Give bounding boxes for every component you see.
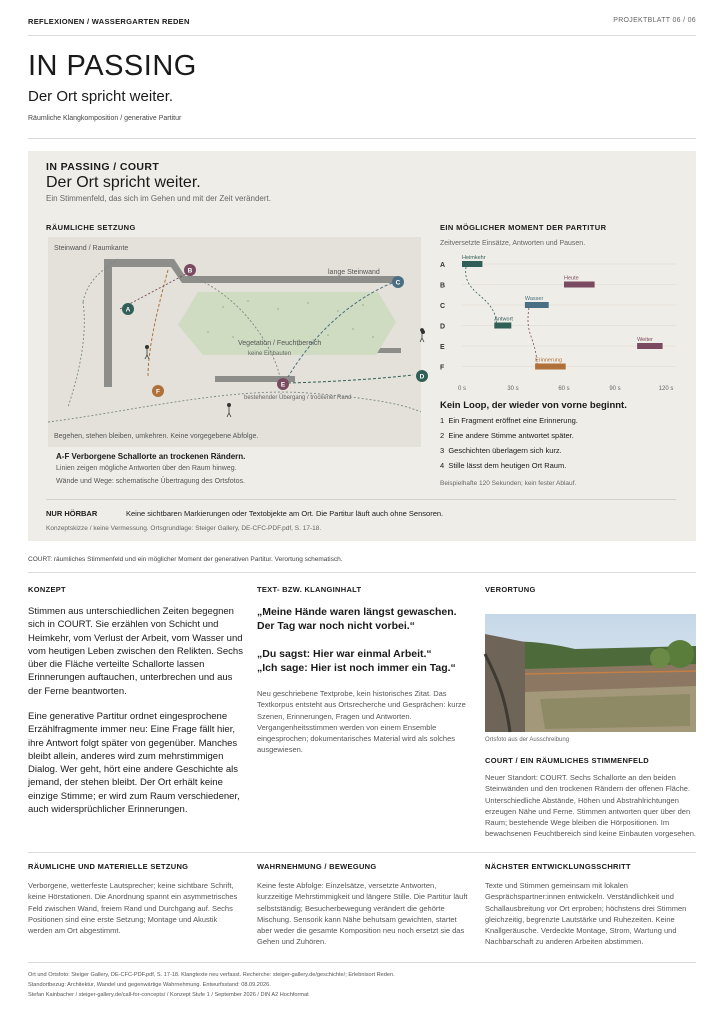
panel-divider [46,499,676,500]
point-b-marker [184,264,196,276]
wet-area-label: Vegetation / Feuchtbereich [238,340,322,347]
hero-divider [28,138,696,139]
svg-text:E: E [280,381,286,389]
nur-hoerbar-heading: NUR HÖRBAR [46,509,98,518]
score-connector [528,308,537,364]
point-f-marker [152,385,164,397]
concept-panel [28,151,696,541]
text-inhalt-heading: TEXT- BZW. KLANGINHALT [257,585,362,594]
score-bar [494,323,511,329]
wahrnehmung-heading: WAHRNEHMUNG / BEWEGUNG [257,862,377,871]
score-step: 4 Stille lässt dem heutigen Ort Raum. [440,461,567,470]
score-step: 2 Eine andere Stimme antwortet später. [440,431,574,440]
wall-label: Steinwand / Raumkante [54,245,129,252]
panel-caption: COURT: räumliches Stimmenfeld und ein möglicher Moment der generativen Partitur. Verortung schematisch. [28,556,343,563]
path-a-lower [68,302,84,407]
no-fixtures-label: keine Einbauten [248,351,292,357]
score-tick-label: 30 s [507,386,519,392]
score-tick-label: 90 s [609,386,621,392]
section-divider [28,852,696,853]
spatial-map-drawing [48,237,425,447]
score-bar-label: Antwort [494,316,513,323]
section-divider [28,572,696,573]
path-bottom [48,392,421,422]
photo-caption: Ortsfoto aus der Ausschreibung [485,737,570,743]
svg-text:C: C [395,279,401,287]
score-tick-label: 0 s [457,386,467,392]
score-step: 3 Geschichten überlagern sich kurz. [440,446,562,455]
panel-source-note: Konzeptskizze / keine Vermessung. Ortsgrundlage: Steiger Gallery, DE-CFC-PDF.pdf, S. 17-18. [46,525,322,532]
quote-2b: „Ich sage: Hier ist noch immer ein Tag.“ [257,662,456,674]
footer-divider [28,962,696,963]
person-figure [420,329,424,343]
map-caption: Begehen, stehen bleiben, umkehren. Keine vorgegebene Abfolge. [54,433,259,440]
naechster-body: Texte und Stimmen gemeinsam mit lokalen Gesprächspartner:innen entwickeln. Verständlichkeit und Schallausbreitung vor Ort erproben; höchstens drei Stimmen gleichzeitig, begrenzte Lautstärke und Ruhezeiten. Keine Knallgeräusche. Verdeckte Montage, Strom, Wartung und Nachbarschaft zu anderen Arbeiten abstimmen. [485,881,687,947]
svg-text:A: A [125,306,131,314]
af-line2: Wände und Wege: schematische Übertragung des Ortsfotos. [56,478,245,485]
footer-line-2: Standortbezug: Architektur, Wandel und gegenwärtige Wahrnehmung. Entwurfsstand: 08.09.2026. [28,982,271,988]
loop-heading: Kein Loop, der wieder von vorne beginnt. [440,400,627,411]
page-tagline: Räumliche Klangkomposition / generative Partitur [28,115,182,122]
score-bar-label: Weiter [637,337,653,343]
panel-kicker: IN PASSING / COURT [46,161,160,173]
setting-heading: RÄUMLICHE SETZUNG [46,223,136,232]
wahrnehmung-body: Keine feste Abfolge: Einzelsätze, versetzte Antworten, kurzzeitige Mehrstimmigkeit und längere Stille. Die Partitur läuft selbstständig; Besucherbewegung verändert die gehörte Mischung. Sensorik kann Nähe behutsam gewichten, startet aber weder die gesamte Komposition neu noch ersetzt sie das Gehen und Zuhören. [257,881,468,947]
panel-subtitle: Ein Stimmenfeld, das sich im Gehen und mit der Zeit verändert. [46,194,271,203]
score-row-label: B [440,282,446,290]
score-chart [436,254,686,396]
konzept-paragraph-2: Eine generative Partitur ordnet eingesprochene Erzählfragmente immer neu: Eine Frage fällt hier, ihre Antwort folgt später von gegenüber. Manches bleibt allein, anderes wird zum mehrstimmigen Dialog. Wer geht, hört eine andere Geschichte als jemand, der stehen bleibt. Der Ort erhält keine einzige Stimme; er wird zum Raum verschiedener, auch widersprüchlicher Erinnerungen. [28,711,240,816]
page-subtitle: Der Ort spricht weiter. [28,88,174,105]
page-title: IN PASSING [28,50,197,82]
score-bar [462,261,482,267]
naechster-heading: NÄCHSTER ENTWICKLUNGSSCHRITT [485,862,631,871]
setzung-body: Verborgene, wetterfeste Lautsprecher; keine sichtbare Schrift, keine Hörstationen. Die Anordnung spannt ein asymmetrisches Feld zwischen Wand, freiem Rand und Durchgang auf. Sechs Positionen sind eine erste Setzung; Montage und Akustik werden am Ort abgestimmt. [28,881,238,936]
score-heading: EIN MÖGLICHER MOMENT DER PARTITUR [440,223,607,232]
nur-hoerbar-text: Keine sichtbaren Markierungen oder Textobjekte am Ort. Die Partitur läuft auch ohne Sensoren. [126,509,444,518]
score-connector [466,267,497,323]
af-line1: Linien zeigen mögliche Antworten über den Raum hinweg. [56,465,237,472]
score-bar-label: Wasser [524,296,544,302]
score-row-label: C [440,303,446,310]
header-project-label: REFLEXIONEN / WASSERGARTEN REDEN [28,17,190,26]
verortung-body: Neuer Standort: COURT. Sechs Schallorte an den beiden Steinwänden und den trockenen Rändern der offenen Fläche. Unterschiedliche Abstände, Höhen und Abstrahlrichtungen erzeugen Nähe und Ferne. Stimmen antworten quer über den Raum; bestehende Wege bleiben die Hörpositionen. Im bewachsenen Feuchtbereich sind keine Einbauten vorgesehen. [485,773,696,839]
quote-1b: Der Tag war noch nicht vorbei.“ [257,620,415,632]
point-e-marker [277,378,289,390]
footer-line-3: Stefan Kainbacher / steiger-gallery.de/call-for-concepts/ / Konzept Stufe 1 / September 2026 / DIN A2 Hochformat [28,992,309,998]
score-row-label: A [440,262,446,269]
site-photo [485,614,696,732]
person-figure [145,345,149,359]
path-e-d [288,375,413,383]
score-bar [564,282,595,288]
score-bar-label: Erinnerung [535,357,563,364]
text-inhalt-body: Neu geschriebene Textprobe, kein historisches Zitat. Das Textkorpus entsteht aus Ortsrecherche und Gesprächen: kurze Szenen, Erinnerungen, Fragen und Antworten. Vergangenheitsstimmen werden von einem Ensemble eingesprochen; dokumentarisches Material wird als solches ausgewiesen. [257,689,466,755]
score-subtitle: Zeitversetzte Einsätze, Antworten und Pausen. [440,240,586,247]
quote-1a: „Meine Hände waren längst gewaschen. [257,606,457,618]
spatial-map [48,237,425,447]
score-row-label: D [440,323,446,331]
quote-2a: „Du sagst: Hier war einmal Arbeit.“ [257,648,432,660]
svg-text:D: D [419,373,425,381]
score-bar [525,302,549,308]
point-c-marker [392,276,404,288]
score-example-note: Beispielhafte 120 Sekunden; kein fester Ablauf. [440,480,577,487]
transition-label: bestehender Übergang / trockener Rand [244,395,352,401]
point-d-marker [416,370,428,382]
score-bar [637,343,663,349]
verortung-heading: VERORTUNG [485,585,536,594]
score-tick-label: 60 s [558,386,570,392]
svg-text:F: F [156,388,160,396]
score-step: 1 Ein Fragment eröffnet eine Erinnerung. [440,416,578,425]
setzung-heading: RÄUMLICHE UND MATERIELLE SETZUNG [28,862,189,871]
konzept-paragraph-1: Stimmen aus unterschiedlichen Zeiten begegnen sich in COURT. Sie erzählen von Schicht und Heimkehr, vom Verlust der Arbeit, vom Wasser und vom heutigen Leben zwischen den Relikten. Sechs über die Fläche verteilte Schallorte lassen Erinnerungen auftauchen, unterbrechen und aus der Ferne beantworten. [28,606,243,697]
score-row-label: F [440,364,445,372]
svg-text:B: B [187,267,193,275]
header-divider [28,35,696,36]
score-row-label: E [440,344,445,351]
af-title: A-F Verborgene Schallorte an trockenen Rändern. [56,452,246,461]
point-a-marker [122,303,134,315]
score-bar-label: Heimkehr [462,255,486,261]
score-tick-label: 120 s [658,386,674,392]
panel-title: Der Ort spricht weiter. [46,174,201,191]
score-bar [535,364,566,370]
verortung-subheading: COURT / EIN RÄUMLICHES STIMMENFELD [485,756,649,765]
konzept-heading: KONZEPT [28,585,66,594]
score-bar-label: Heute [564,275,579,282]
footer-line-1: Ort und Ortsfoto: Steiger Gallery, DE-CFC-PDF.pdf, S. 17-18. Klangtexte neu verfasst. Recherche: steiger-gallery.de/geschichte/; Erlebnisort Reden. [28,972,395,978]
header-sheet-number: PROJEKTBLATT 06 / 06 [613,17,696,24]
person-figure [227,403,231,417]
long-wall-label: lange Steinwand [328,269,380,276]
path-b-f [148,270,168,377]
